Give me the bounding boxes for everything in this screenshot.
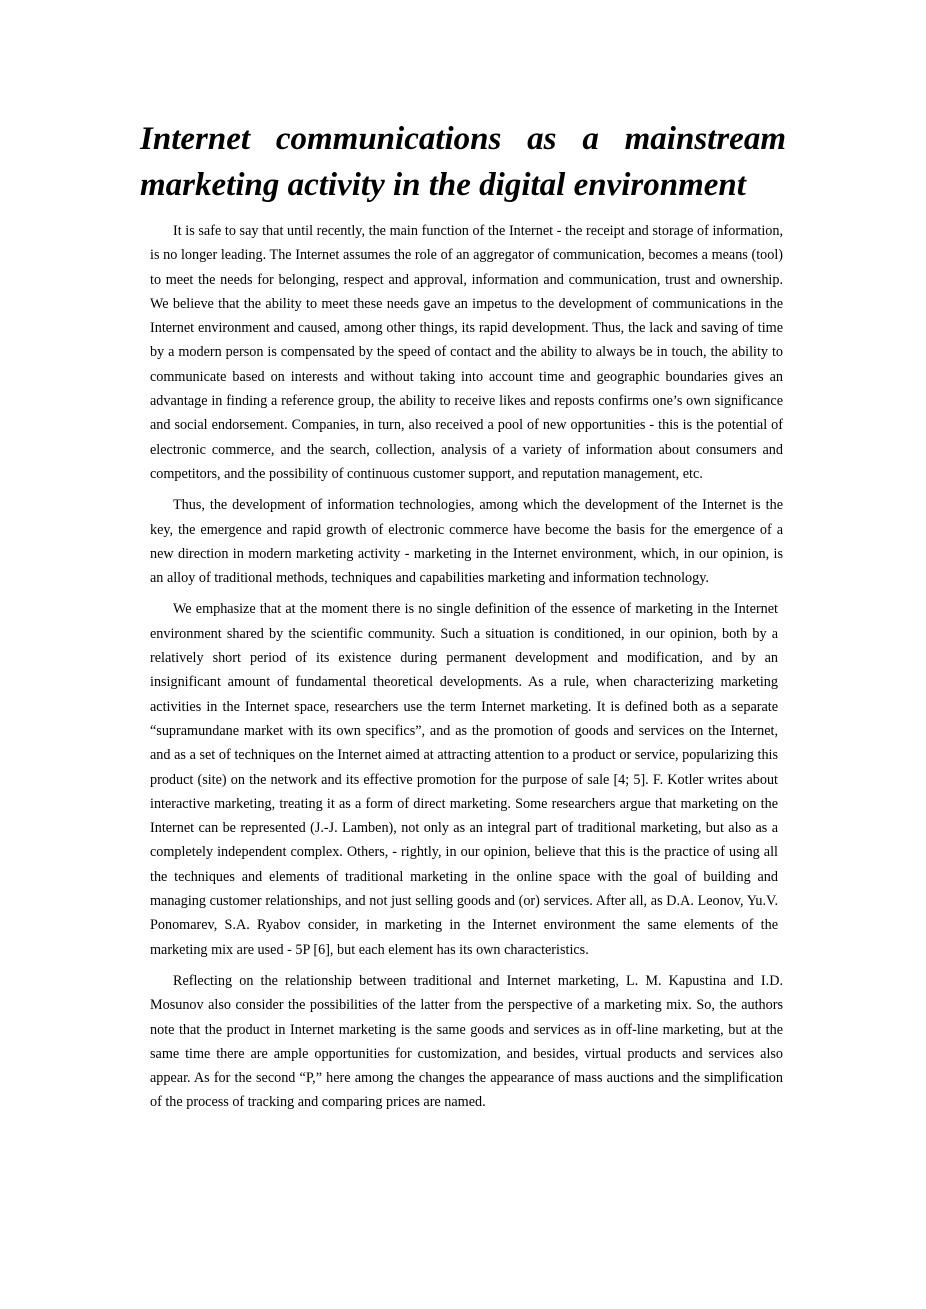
body-paragraph-1: It is safe to say that until recently, the main function of the Internet - the receipt and storage of information, is no longer leading. The Internet assumes the role of an aggregator of communication, becomes a means (tool) to meet the needs for belonging, respect and approval, information and communication, trust and ownership. We believe that the ability to meet these needs gave an impetus to the development of communications in the Internet environment and caused, among other things, its rapid development. Thus, the lack and saving of time by a modern person is compensated by the speed of contact and the ability to always be in touch, the ability to communicate based on interests and without taking into account time and geographic boundaries gives an advantage in finding a reference group, the ability to receive likes and reposts confirms one’s own significance and social endorsement. Companies, in turn, also received a pool of new opportunities - this is the potential of electronic commerce, and the search, collection, analysis of a variety of information about consumers and competitors, and the possibility of continuous customer support, and reputation management, etc. [150, 223, 783, 482]
body-paragraph-3: We emphasize that at the moment there is no single definition of the essence of marketing in the Internet environment shared by the scientific community. Such a situation is conditioned, in our opinion, both by a relatively short period of its existence during permanent development and modification, and by an insignificant amount of fundamental theoretical developments. As a rule, when characterizing marketing activities in the Internet space, researchers use the term Internet marketing. It is defined both as a separate “supramundane market with its own specifics”, and as the promotion of goods and services on the Internet, and as a set of techniques on the Internet aimed at attracting attention to a product or service, popularizing this product (site) on the network and its effective promotion for the purpose of sale [4; 5]. F. Kotler writes about interactive marketing, treating it as a form of direct marketing. Some researchers argue that marketing on the Internet can be represented (J.-J. Lamben), not only as an integral part of traditional marketing, but also as a completely independent complex. Others, - rightly, in our opinion, believe that this is the practice of using all the techniques and elements of traditional marketing in the online space with the goal of building and managing customer relationships, and not just selling goods and (or) services. After all, as D.A. Leonov, Yu.V. Ponomarev, S.A. Ryabov consider, in marketing in the Internet environment the same elements of the marketing mix are used - 5P [6], but each element has its own characteristics. [150, 601, 778, 958]
article-body [150, 219, 783, 1122]
article-title [140, 116, 786, 208]
article-title-line-1: Internet communications as a mainstream [140, 121, 786, 157]
article-title-line-2: marketing activity in the digital environment [140, 167, 746, 203]
body-paragraph-2: Thus, the development of information technologies, among which the development of the Internet is the key, the emergence and rapid growth of electronic commerce have become the basis for the emergence of a new direction in modern marketing activity - marketing in the Internet environment, which, in our opinion, is an alloy of traditional methods, techniques and capabilities marketing and information technology. [150, 497, 783, 587]
body-paragraph-4: Reflecting on the relationship between traditional and Internet marketing, L. M. Kapustina and I.D. Mosunov also consider the possibilities of the latter from the perspective of a marketing mix. So, the authors note that the product in Internet marketing is the same goods and services as in off-line marketing, but at the same time there are ample opportunities for customization, and besides, virtual products and services also appear. As for the second “P,” here among the changes the appearance of mass auctions and the simplification of the process of tracking and comparing prices are named. [150, 972, 783, 1111]
